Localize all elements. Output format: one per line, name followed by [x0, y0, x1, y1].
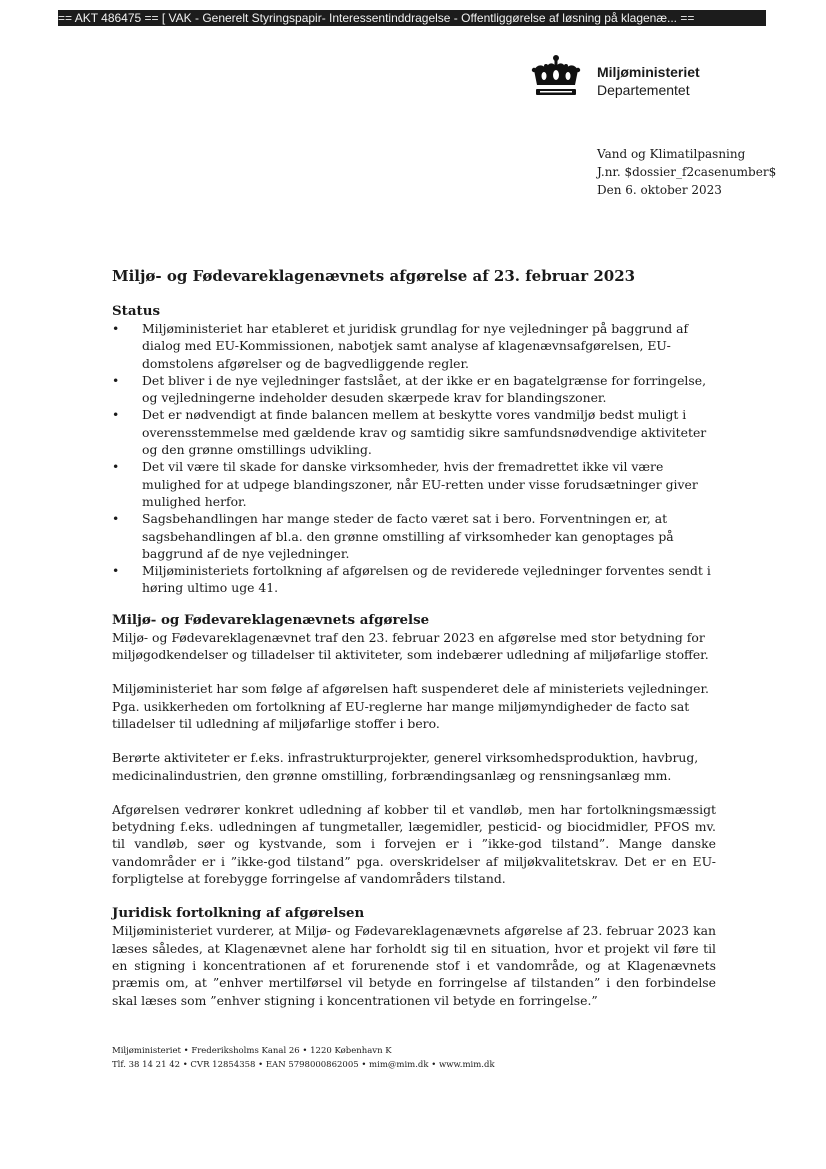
decision-paragraph: Afgørelsen vedrører konkret udledning af kobber til et vandløb, men har fortolkningsmæssigt betydning f.eks. udledningen af tungmetaller, lægemidler, pesticid- og biocidmidler, PFOS mv. til vandløb, søer og kystvande, som i forvejen er i ”ikke-god tilstand”. Mange danske vandområder er i ”ikke-god tilstand” pga. overskridelser af miljøkvalitetskrav. Det er en EU-forpligtelse at forebygge forringelse af vandområders tilstand.: [112, 801, 716, 887]
status-bullet: • Miljøministeriets fortolkning af afgørelsen og de reviderede vejledninger forventes sendt i høring ultimo uge 41.: [112, 562, 716, 597]
office-name: Vand og Klimatilpasning: [597, 147, 746, 161]
status-bullet: • Det er nødvendigt at finde balancen mellem at beskytte vores vandmiljø bedst muligt i overensstemmelse med gældende krav og samtidig sikre samfundsnødvendige aktiviteter og den grønne omstillings udvikling.: [112, 406, 716, 458]
organization-block: [597, 64, 700, 99]
document-header-bar: == AKT 486475 == [ VAK - Generelt Styringspapir- Interessentinddragelse - Offentliggørelse af løsning på klagenæ... ==: [58, 10, 766, 26]
status-bullet: • Det bliver i de nye vejledninger fastslået, at der ikke er en bagatelgrænse for forringelse, og vejledningerne indeholder desuden skærpede krav for blandingszoner.: [112, 372, 716, 407]
status-heading: Status: [112, 303, 160, 319]
legal-paragraph: Miljøministeriet vurderer, at Miljø- og Fødevareklagenævnets afgørelse af 23. februar 2023 kan læses således, at Klagenævnet alene har forholdt sig til en situation, hvor et projekt vil føre til en stigning i koncentrationen af et forurenende stof i et vandområde, og at Klagenævnets præmis om, at ”enhver mertilførsel vil betyde en forringelse af tilstanden” i den forbindelse skal læses som ”enhver stigning i koncentrationen vil betyde en forringelse.”: [112, 923, 716, 1008]
decision-paragraph: Berørte aktiviteter er f.eks. infrastrukturprojekter, generel virksomhedsproduktion, havbrug, medicinalindustrien, den grønne omstilling, forbrændingsanlæg og rensningsanlæg mm.: [112, 750, 699, 783]
footer-address: Miljøministeriet • Frederiksholms Kanal 26 • 1220 København K: [112, 1046, 392, 1056]
organization-unit: Departementet: [597, 82, 690, 98]
footer-contact: Tlf. 38 14 21 42 • CVR 12854358 • EAN 5798000862005 • mim@mim.dk • www.mim.dk: [112, 1060, 495, 1070]
legal-heading: Juridisk fortolkning af afgørelsen: [112, 905, 365, 922]
case-number: J.nr. $dossier_f2casenumber$: [597, 165, 777, 179]
status-bullet: • Miljøministeriet har etableret et juridisk grundlag for nye vejledninger på baggrund af dialog med EU-Kommissionen, nabotjek samt analyse af klagenævnsafgørelsen, EU-domstolens afgørelser og de bagvedliggende regler.: [112, 320, 716, 372]
document-body: [112, 302, 716, 1026]
status-bullet: • Det vil være til skade for danske virksomheder, hvis der fremadrettet ikke vil være mulighed for at udpege blandingszoner, når EU-retten under visse forudsætninger giver mulighed herfor.: [112, 458, 716, 510]
decision-heading: Miljø- og Fødevareklagenævnets afgørelse: [112, 611, 430, 628]
decision-paragraph: Miljø- og Fødevareklagenævnet traf den 23. februar 2023 en afgørelse med stor betydning for miljøgodkendelser og tilladelser til aktiviteter, som indebærer udledning af miljøfarlige stoffer.: [112, 629, 709, 663]
footer: [112, 1044, 495, 1072]
letter-meta: [597, 145, 776, 199]
status-list: [112, 320, 716, 597]
crown-icon: [530, 54, 582, 100]
decision-paragraph: Miljøministeriet har som følge af afgørelsen haft suspenderet dele af ministeriets vejledninger. Pga. usikkerheden om fortolkning af EU-reglerne har mange miljømyndigheder de facto sat tilladelser til udledning af miljøfarlige stoffer i bero.: [112, 681, 710, 731]
status-bullet: • Sagsbehandlingen har mange steder de facto været sat i bero. Forventningen er, at sagsbehandlingen af bl.a. den grønne omstilling af virksomheder kan genoptages på baggrund af de nye vejledninger.: [112, 510, 716, 562]
letter-date: Den 6. oktober 2023: [597, 183, 722, 197]
document-title: Miljø- og Fødevareklagenævnets afgørelse af 23. februar 2023: [112, 267, 636, 285]
organization-name: Miljøministeriet: [597, 64, 700, 80]
